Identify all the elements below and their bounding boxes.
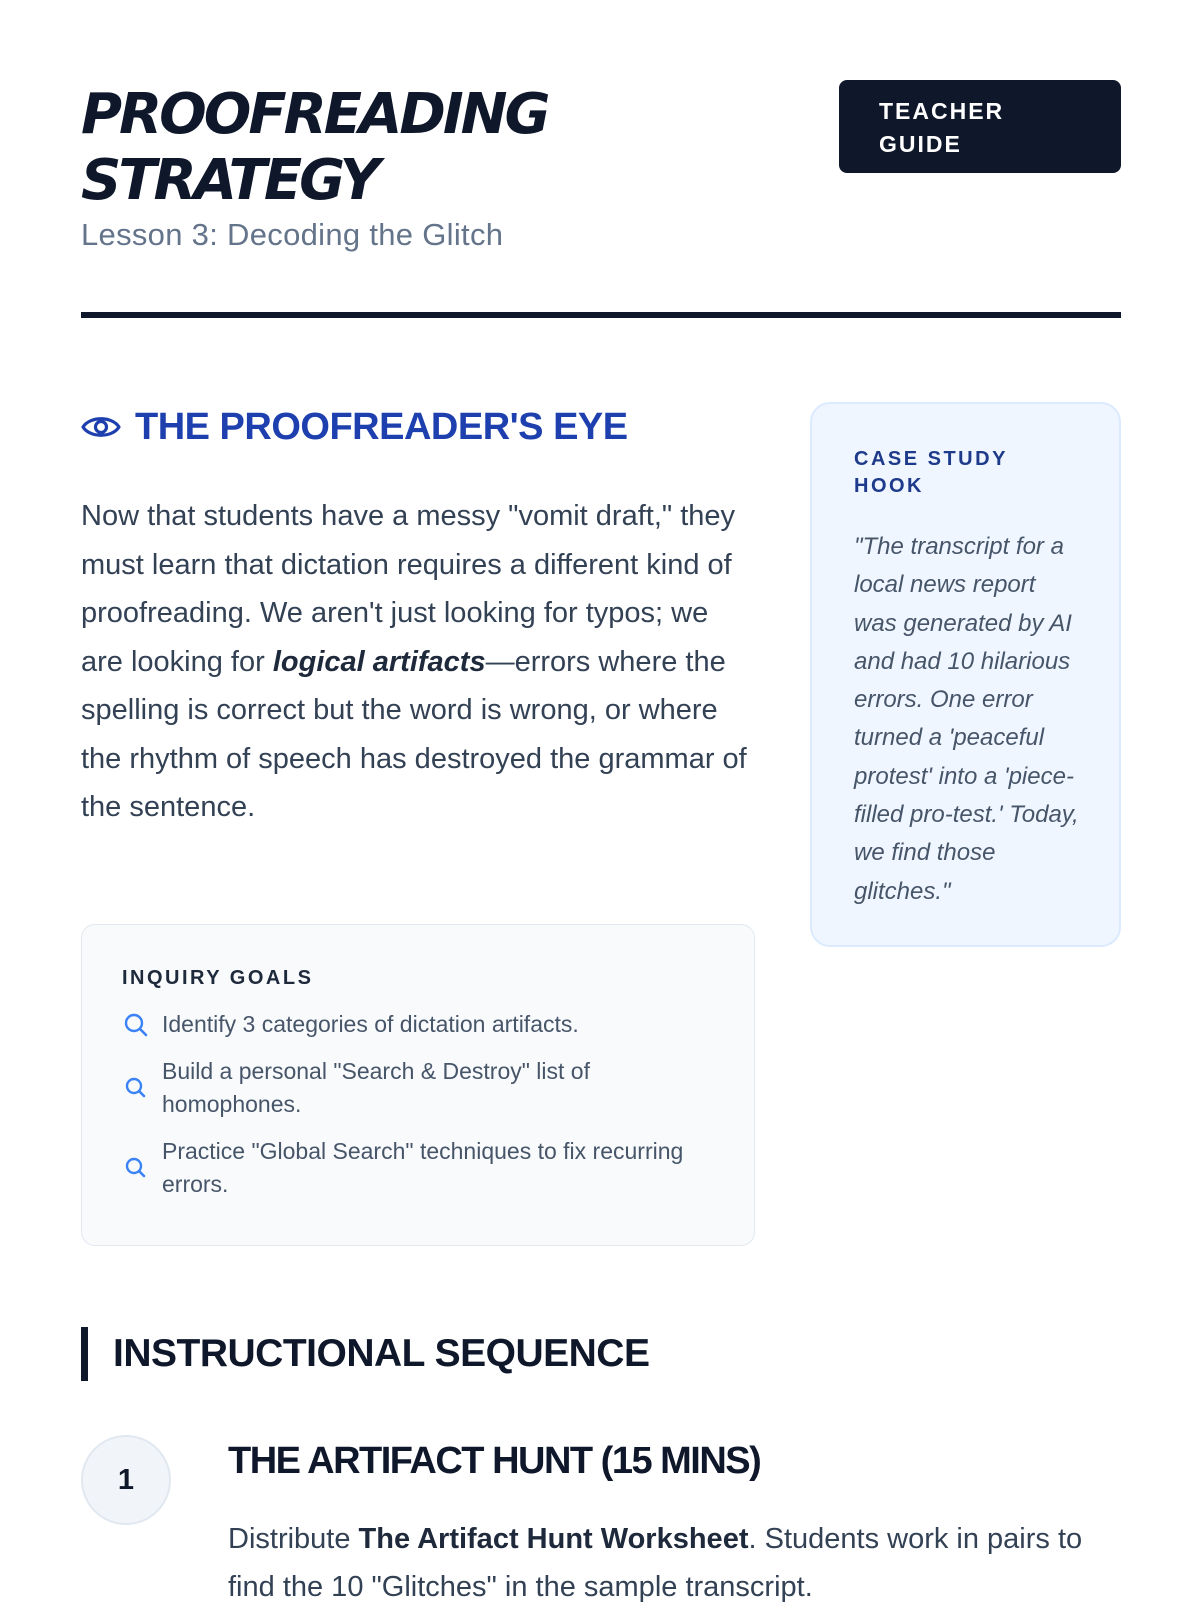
worksheet-name: The Artifact Hunt Worksheet (358, 1523, 749, 1555)
search-icon (122, 1074, 150, 1102)
intro-text-2: —errors where the spelling is correct but the word is wrong, or where the rhythm of speech has destroyed the grammar of the sentence. (81, 645, 747, 823)
lesson-subtitle: Lesson 3: Decoding the Glitch (81, 217, 504, 252)
step-description (228, 1515, 1088, 1611)
step-number-badge: 1 (81, 1435, 171, 1525)
goal-text: Build a personal "Search & Destroy" list of homophones. (162, 1058, 590, 1117)
intro-paragraph (81, 492, 751, 832)
badge-line-2: GUIDE (879, 131, 962, 157)
heading-accent-bar (81, 1327, 88, 1381)
search-icon (122, 1154, 150, 1182)
page-title (81, 82, 721, 214)
sequence-heading (81, 1327, 650, 1381)
header-divider (81, 312, 1121, 318)
goal-text: Identify 3 categories of dictation artifacts. (162, 1011, 579, 1037)
case-study-title: CASE STUDY HOOK (854, 448, 1008, 497)
search-icon (122, 1011, 150, 1039)
section-heading (81, 405, 628, 449)
badge-line-1: TEACHER (879, 98, 1005, 124)
sequence-title: INSTRUCTIONAL SEQUENCE (113, 1332, 650, 1375)
goal-text: Practice "Global Search" techniques to fix recurring errors. (162, 1138, 684, 1197)
intro-text-1: Now that students have a messy "vomit draft," they must learn that dictation requires a different kind of proofreading. We aren't just looking for typos; we are looking for (81, 500, 736, 678)
title-line-1: PROOFREADING (81, 82, 548, 147)
goal-item (122, 1135, 714, 1201)
step-title: THE ARTIFACT HUNT (15 MINS) (228, 1440, 761, 1482)
intro-emphasis: logical artifacts (272, 645, 486, 678)
teacher-guide-badge (839, 80, 1121, 173)
case-study-quote: "The transcript for a local news report was generated by AI and had 10 hilarious errors. One error turned a 'peaceful protest' into a 'piece-filled pro-test.' Today, we find those glitches." (854, 533, 1079, 905)
title-line-2: STRATEGY (81, 148, 378, 213)
eye-icon (81, 412, 121, 442)
goal-item (122, 1055, 714, 1121)
inquiry-goals-box (81, 924, 755, 1246)
step-body-suffix: . Students work in pairs to find the 10 "Glitches" in the sample transcript. (228, 1523, 1083, 1603)
page-header (81, 82, 1121, 322)
step-body-prefix: Distribute (228, 1523, 359, 1555)
goal-item (122, 1008, 714, 1041)
goals-title: INQUIRY GOALS (122, 967, 314, 989)
section-title: THE PROOFREADER'S EYE (135, 405, 628, 448)
case-study-card (810, 402, 1121, 947)
